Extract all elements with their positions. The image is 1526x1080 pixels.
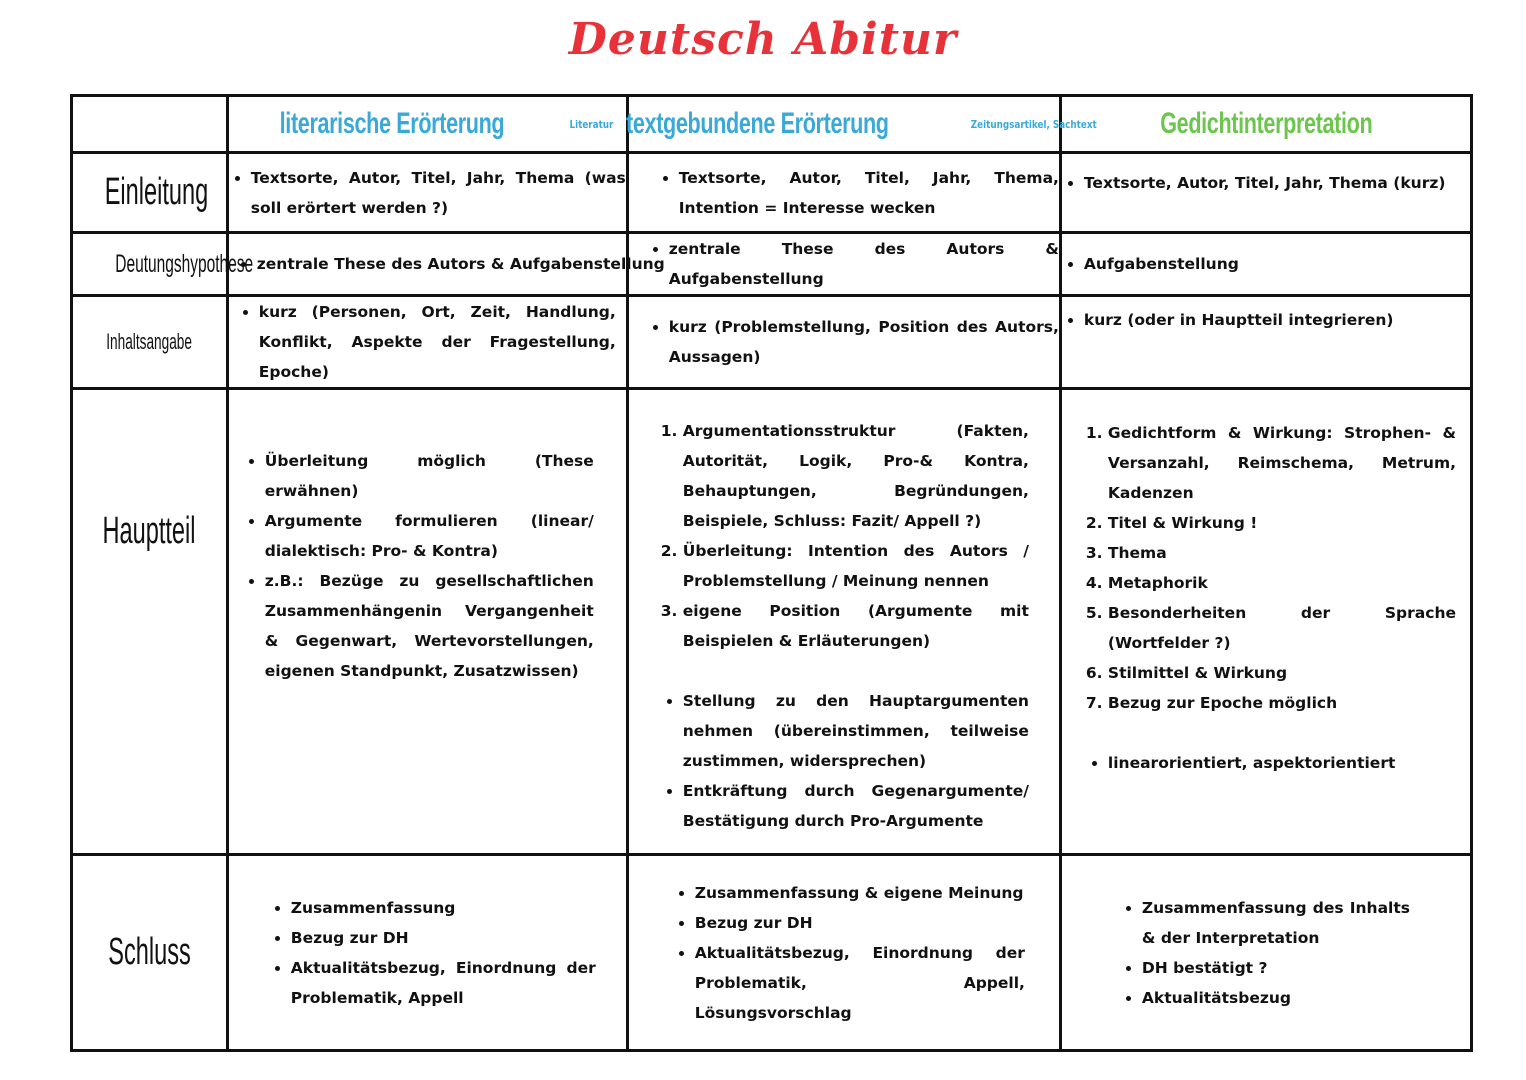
column-header-gedicht (1060, 96, 1471, 153)
overview-table (70, 94, 1473, 1052)
column-title: textgebundene Erörterung (625, 107, 889, 140)
row-label: Hauptteil (72, 389, 228, 855)
row-label: Einleitung (72, 153, 228, 233)
list-item: • Überleitung möglich (These erwähnen) (265, 446, 594, 506)
cell-deutung-ged (1060, 233, 1471, 296)
list-item: • kurz (Problemstellung, Position des Autors, Aussagen) (669, 312, 1059, 372)
cell-inhalt-ged (1060, 296, 1471, 389)
row-label: Inhaltsangabe (72, 296, 228, 389)
row-einleitung (72, 153, 1472, 233)
header-row (72, 96, 1472, 153)
cell-schluss-ged (1060, 855, 1471, 1051)
cell-inhalt-lit (227, 296, 627, 389)
column-header-literarische (227, 96, 627, 153)
list-item: • Zusammenfassung (291, 893, 596, 923)
list-item: 2. Titel & Wirkung ! (1108, 508, 1456, 538)
list-item: • Entkräftung durch Gegenargumente/ Bestätigung durch Pro-Argumente (683, 776, 1029, 836)
page-title: Deutsch Abitur (568, 14, 958, 65)
list-item: • z.B.: Bezüge zu gesellschaftlichen Zusammenhängenin Vergangenheit & Gegenwart, Wertevorstellungen, eigenen Standpunkt, Zusatzwissen) (265, 566, 594, 686)
row-label: Deutungshypothese (72, 233, 228, 296)
row-schluss (72, 855, 1472, 1051)
cell-schluss-lit (227, 855, 627, 1051)
list-item: • Aufgabenstellung (1084, 249, 1470, 279)
cell-hauptteil-ged (1060, 389, 1471, 855)
list-item: 1. Argumentationsstruktur (Fakten, Autorität, Logik, Pro-& Kontra, Behauptungen, Begründungen, Beispiele, Schluss: Fazit/ Appell ?) (683, 416, 1029, 536)
cell-hauptteil-text (627, 389, 1060, 855)
list-item: 4. Metaphorik (1108, 568, 1456, 598)
list-item: • Aktualitätsbezug (1142, 983, 1410, 1013)
row-inhaltsangabe (72, 296, 1472, 389)
list-item: • Stellung zu den Hauptargumenten nehmen (übereinstimmen, teilweise zustimmen, widersprechen) (683, 686, 1029, 776)
column-subtitle: Zeitungsartikel, Sachtext (971, 117, 1098, 131)
list-item: • Zusammenfassung des Inhalts & der Interpretation (1142, 893, 1410, 953)
cell-inhalt-text (627, 296, 1060, 389)
list-item: • DH bestätigt ? (1142, 953, 1410, 983)
list-item: • Zusammenfassung & eigene Meinung (695, 878, 1025, 908)
column-title: Gedichtinterpretation (1159, 107, 1372, 140)
list-item: 7. Bezug zur Epoche möglich (1108, 688, 1456, 718)
list-item: • kurz (Personen, Ort, Zeit, Handlung, Konflikt, Aspekte der Fragestellung, Epoche) (259, 297, 616, 387)
list-item: 3. eigene Position (Argumente mit Beispielen & Erläuterungen) (683, 596, 1029, 656)
list-item: • Bezug zur DH (291, 923, 596, 953)
list-item: • kurz (oder in Hauptteil integrieren) (1084, 305, 1470, 335)
list-item: • linearorientiert, aspektorientiert (1108, 748, 1456, 778)
cell-hauptteil-lit (227, 389, 627, 855)
cell-deutung-text (627, 233, 1060, 296)
row-deutungshypothese (72, 233, 1472, 296)
cell-einleitung-ged (1060, 153, 1471, 233)
cell-einleitung-lit (227, 153, 627, 233)
row-hauptteil (72, 389, 1472, 855)
list-item: 2. Überleitung: Intention des Autors / Problemstellung / Meinung nennen (683, 536, 1029, 596)
corner-cell (72, 96, 228, 153)
column-subtitle: Literatur (569, 117, 614, 131)
list-item: • Aktualitätsbezug, Einordnung der Problematik, Appell (291, 953, 596, 1013)
list-item: • Bezug zur DH (695, 908, 1025, 938)
list-item: 5. Besonderheiten der Sprache (Wortfelder ?) (1108, 598, 1456, 658)
list-item: 1. Gedichtform & Wirkung: Strophen- & Versanzahl, Reimschema, Metrum, Kadenzen (1108, 418, 1456, 508)
list-item: • zentrale These des Autors & Aufgabenstellung (669, 234, 1059, 294)
column-header-textgebunden (625, 96, 1098, 153)
list-item: • Textsorte, Autor, Titel, Jahr, Thema (was soll erörtert werden ?) (251, 163, 626, 223)
list-item: 3. Thema (1108, 538, 1456, 568)
cell-schluss-text (627, 855, 1060, 1051)
list-item: • Textsorte, Autor, Titel, Jahr, Thema, Intention = Interesse wecken (679, 163, 1059, 223)
cell-deutung-lit (227, 233, 665, 296)
list-item: • Textsorte, Autor, Titel, Jahr, Thema (kurz) (1084, 168, 1470, 198)
column-title: literarische Erörterung (279, 107, 505, 140)
list-item: 6. Stilmittel & Wirkung (1108, 658, 1456, 688)
cell-einleitung-text (627, 153, 1060, 233)
list-item: • Aktualitätsbezug, Einordnung der Problematik, Appell, Lösungsvorschlag (695, 938, 1025, 1028)
row-label: Schluss (72, 855, 228, 1051)
list-item: • zentrale These des Autors & Aufgabenstellung (257, 249, 622, 279)
list-item: • Argumente formulieren (linear/ dialektisch: Pro- & Kontra) (265, 506, 594, 566)
